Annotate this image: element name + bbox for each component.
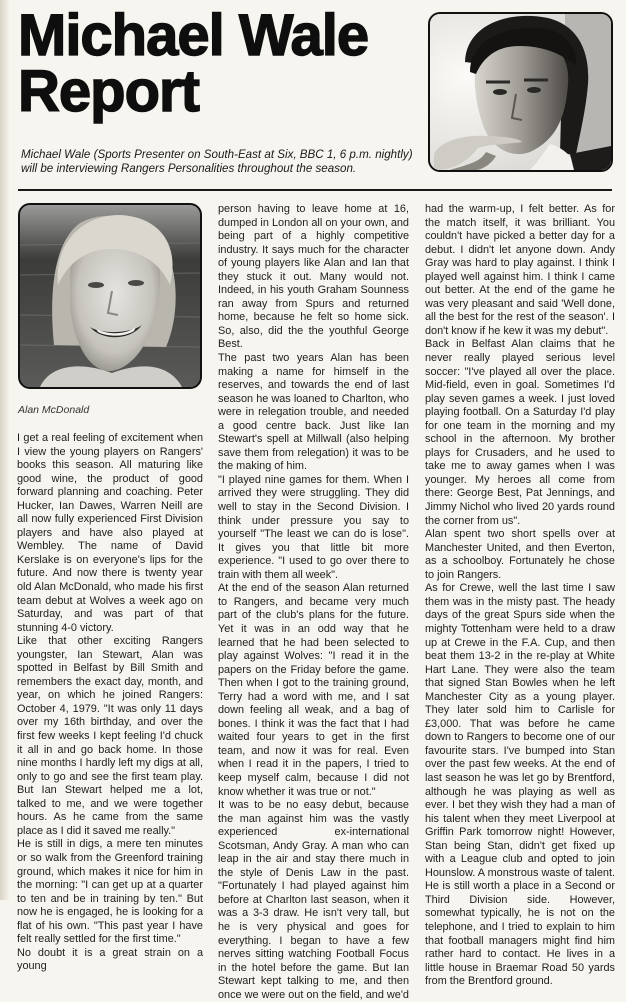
- paragraph: person having to leave home at 16, dumped in London all on your own, and being part of a highly competitive industry. It says much for the character of young players like Alan and Ian that they stuck it out. Many would not. Indeed, in his youth Graham Sounness ran away from Spurs and returned home, because he felt so home sick. So, also, did the the youthful George Best.: [218, 203, 409, 351]
- paragraph: As for Crewe, well the last time I saw them was in the misty past. The heady days of the great Spurs side when the mighty Tottenham were held to a draw up at Crewe in the F.A. Cup, and then beat them 13-2 in the re-play at White Hart Lane. They were also the team that signed Stan Bowles when he left Manchester City as a young player. They later sold him to Carlisle for £3,000. That was before he came down to Rangers to become one of our favourite stars. I've bumped into Stan over the past few weeks. At the end of last season he was let go by Brentford, although he was playing as well as ever. I bet they wish they had a man of his talent when they meet Liverpool at Griffin Park tomorrow night! However, Stan being Stan, didn't get fixed up with a League club and opted to join Hounslow. A monstrous waste of talent. He is still worth a place in a Second or Third Division side. However, somewhat typically, he is not on the telephone, and I tried to explain to him that football managers might find him rather hard to contact. He lives in a little house in Braemar Road 50 yards from the Brentford ground.: [425, 582, 615, 988]
- page-title: [18, 3, 369, 124]
- paragraph: Alan spent two short spells over at Manchester United, and then Everton, as a schoolboy. Fortunately he chose to join Rangers.: [425, 528, 615, 581]
- paragraph: had the warm-up, I felt better. As for the match itself, it was brilliant. You couldn't have picked a better day for a debut. I didn't let anyone down. Andy Gray was hard to play against. I think I played well against him. I think I came out better. At the end of the game he was very pleasant and said 'Well done, all the best for the rest of the season'. I don't know if he kew it was my debut".: [425, 203, 615, 337]
- paragraph: He is still in digs, a mere ten minutes or so walk from the Greenford training ground, which makes it nice for him in the morning: "I can get up at a quarter to ten and be in training by ten." But now he is engaged, he is looking for a flat of his own. "This past year I have felt really settled for the first time.": [17, 838, 203, 946]
- paragraph: The past two years Alan has been making a name for himself in the reserves, and towards the end of last season he was loaned to Charlton, who were in relegation trouble, and needed a good centre back. Just like Ian Stewart's spell at Millwall (also helping save them from relegation) it was to be the making of him.: [218, 352, 409, 473]
- section-divider: [18, 189, 612, 191]
- title-line-2: Report: [18, 59, 199, 124]
- paragraph: Back in Belfast Alan claims that he never really played serious level soccer: "I've played all over the place. Mid-field, even in goal. Sometimes I'd play seven games a week. I just loved playing football. On a Saturday I'd play for one team in the morning and my school in the afternoon. My brother plays for Crusaders, and he used to take me to away games when I was younger. My heroes all come from there: George Best, Pat Jennings, and Jimmy Nichol who lived 20 yards round the corner from us".: [425, 338, 615, 527]
- player-photo: [18, 203, 202, 389]
- subtitle: Michael Wale (Sports Presenter on South-East at Six, BBC 1, 6 p.m. nightly) will be interviewing Rangers Personalities throughout the season.: [21, 148, 413, 175]
- presenter-portrait: [428, 12, 613, 172]
- article-column-3: [425, 203, 615, 989]
- title-line-1: Michael Wale: [18, 3, 369, 68]
- paragraph: No doubt it is a great strain on a young: [17, 946, 203, 973]
- paragraph: Like that other exciting Rangers youngster, Ian Stewart, Alan was spotted in Belfast by Bill Smith and remembers the exact day, month, and year, on which he joined Rangers: October 4, 1979. "It was only 11 days over my 16th birthday, and over the first few weeks I kept feeling I'd chuck it all in and go back home. In those nine months I hardly left my digs at all, only to go and see the first team play. But Ian Stewart helped me a lot, talked to me, and we were together hours. As he came from the same place as I did it saved me really.": [17, 635, 203, 837]
- paragraph: It was to be no easy debut, because the man against him was the vastly experienced ex-international Scotsman, Andy Gray. A man who can leap in the air and stay there much in the style of Denis Law in the past. "Fortunately I had played against him before at Charlton last season, when it was a 3-3 draw. He isn't very tall, but he is very physical and goes for everything. I began to have a few nerves sitting watching Football Focus in the hotel before the game. But Ian Stewart kept talking to me, and then once we were out on the field, and we'd: [218, 799, 409, 1001]
- photo-caption: Alan McDonald: [18, 404, 90, 416]
- paragraph: "I played nine games for them. When I arrived they were struggling. They did well to stay in the Second Division. I think under pressure you say to yourself "The least we can do is lose". It gives you that little bit more experience. "I used to go over there to train with them all week".: [218, 473, 409, 581]
- paragraph: I get a real feeling of excitement when I view the young players on Rangers' books this season. All maturing like good wine, the product of good forward planning and coaching. Peter Hucker, Ian Dawes, Warren Neill are all now fully experienced First Division players and have also played at Wembley. The name of David Kerslake is on everyone's lips for the future. And now there is twenty year old Alan McDonald, who made his first team debut at Wolves a week ago on Saturday, and was part of that stunning 4-0 victory.: [17, 432, 203, 634]
- paragraph: At the end of the season Alan returned to Rangers, and became very much part of the club's plans for the future. Yet it was in an odd way that he learned that he had been selected to play against Wolves: "I read it in the papers on the Friday before the game. Then when I got to the training ground, Terry had a word with me, and I sat down feeling all weak, and a bag of bones. I think it was the fact that I had waited four years to get in the first team, and now it was for real. Even when I read it in the papers, I tried to keep myself calm, because I did not know whether it was true or not.": [218, 582, 409, 798]
- page-edge-shadow: [0, 0, 10, 900]
- article-column-1: [17, 432, 203, 974]
- article-column-2: [218, 203, 409, 1002]
